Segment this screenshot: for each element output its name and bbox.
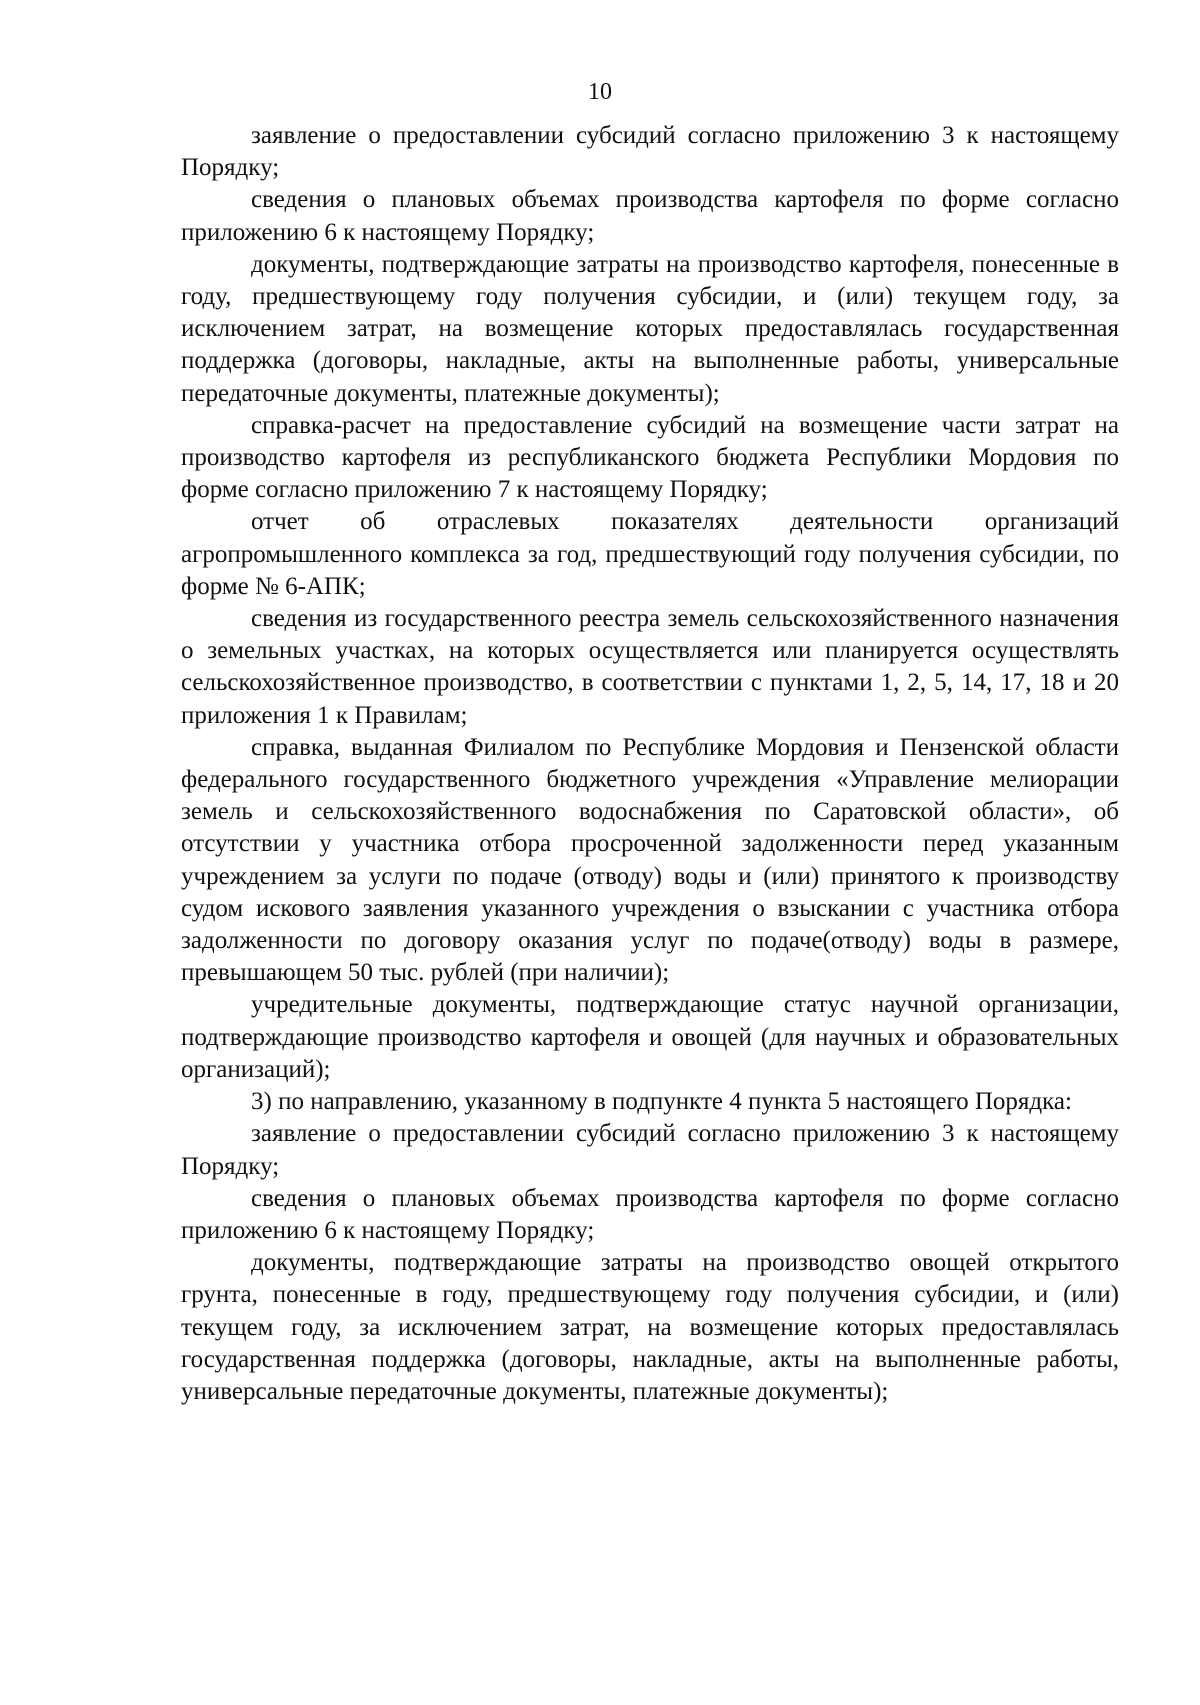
paragraph-cost-documents-potato: документы, подтверждающие затраты на производство картофеля, понесенные в году, предшествующему году получения субсидии, и (или) текущем году, за исключением затрат, на возмещение которых предоставлялась государственная поддержка (договоры, накладные, акты на выполненные работы, универсальные передаточные документы, платежные документы); [181,250,1119,407]
paragraph-melioration-certificate: справка, выданная Филиалом по Республике Мордовия и Пензенской области федерального государственного бюджетного учреждения «Управление мелиорации земель и сельскохозяйственного водоснабжения по Саратовской области», об отсутствии у участника отбора просроченной задолженности перед указанным учреждением за услуги по подаче (отводу) воды и (или) принятого к производству судом искового заявления указанного учреждения о взыскании с участника отбора задолженности по договору оказания услуг по подаче(отводу) воды в размере, превышающем 50 тыс. рублей (при наличии); [181,733,1119,987]
document-body [181,120,1119,1408]
paragraph-industry-report: отчет об отраслевых показателях деятельности организаций агропромышленного комплекса за год, предшествующий году получения субсидии, по форме № 6-АПК; [181,508,1119,600]
paragraph-subpoint-3: 3) по направлению, указанному в подпункте 4 пункта 5 настоящего Порядка: [251,1088,1072,1116]
paragraph-founding-documents: учредительные документы, подтверждающие статус научной организации, подтверждающие производство картофеля и овощей (для научных и образовательных организаций); [181,991,1119,1083]
page-number: 10 [588,79,612,105]
paragraph-cost-documents-vegetables: документы, подтверждающие затраты на производство овощей открытого грунта, понесенные в году, предшествующему году получения субсидии, и (или) текущем году, за исключением затрат, на возмещение которых предоставлялась государственная поддержка (договоры, накладные, акты на выполненные работы, универсальные передаточные документы, платежные документы); [181,1249,1119,1405]
paragraph-planned-volumes-vegetables: сведения о плановых объемах производства картофеля по форме согласно приложению 6 к настоящему Порядку; [181,1184,1119,1244]
paragraph-planned-volumes-potato: сведения о плановых объемах производства картофеля по форме согласно приложению 6 к настоящему Порядку; [181,186,1119,246]
paragraph-application-vegetables: заявление о предоставлении субсидий согласно приложению 3 к настоящему Порядку; [181,1120,1119,1180]
paragraph-land-registry-info: сведения из государственного реестра земель сельскохозяйственного назначения о земельных участках, на которых осуществляется или планируется осуществлять сельскохозяйственное производство, в соответствии с пунктами 1, 2, 5, 14, 17, 18 и 20 приложения 1 к Правилам; [181,605,1119,729]
paragraph-calculation-certificate: справка-расчет на предоставление субсидий на возмещение части затрат на производство картофеля из республиканского бюджета Республики Мордовия по форме согласно приложению 7 к настоящему Порядку; [181,411,1119,504]
paragraph-application-potato: заявление о предоставлении субсидий согласно приложению 3 к настоящему Порядку; [181,122,1119,182]
